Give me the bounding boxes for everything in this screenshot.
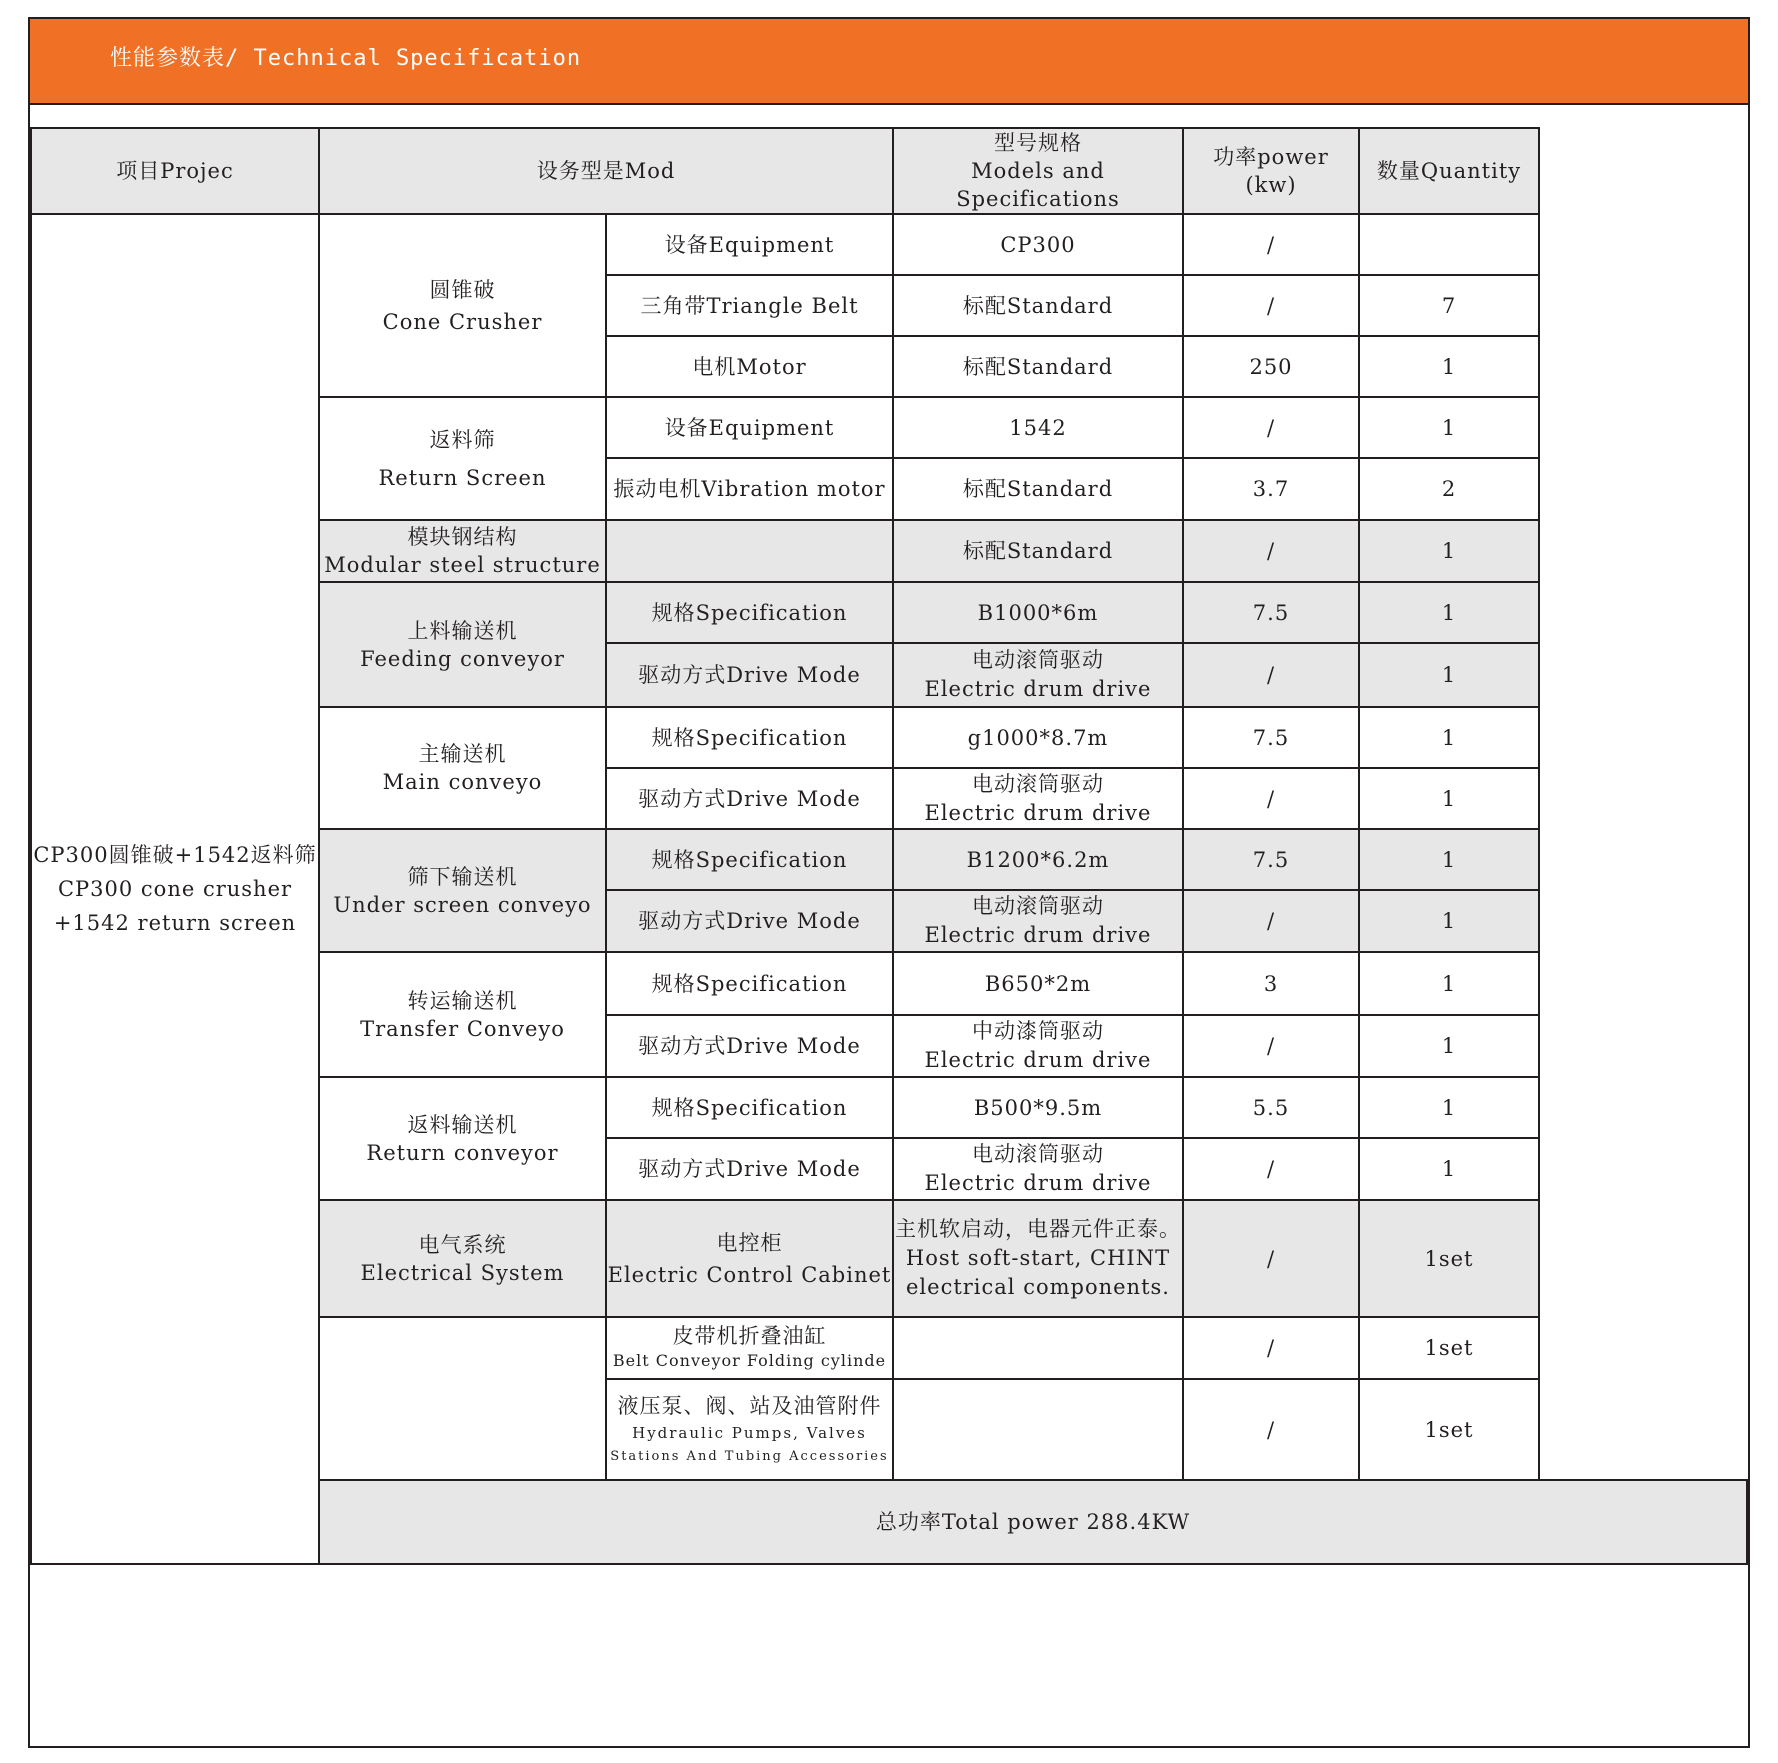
power-cell: 5.5 <box>1183 1077 1359 1138</box>
model-cell <box>893 1379 1183 1480</box>
group-transfer-en: Transfer Conveyo <box>360 1016 565 1041</box>
group-main-cn: 主输送机 <box>418 742 507 766</box>
model-cell: 标配Standard <box>893 520 1183 582</box>
group-return-conveyor-en: Return conveyor <box>366 1140 559 1165</box>
model-cell <box>893 1138 1183 1200</box>
power-cell: 7.5 <box>1183 582 1359 643</box>
qty-cell: 1set <box>1359 1200 1539 1317</box>
spec-table <box>30 127 1748 1565</box>
header-power <box>1183 128 1359 214</box>
group-feeding-en: Feeding conveyor <box>360 646 565 671</box>
item-cell: 驱动方式Drive Mode <box>606 890 893 952</box>
item-en-2: Stations And Tubing Accessories <box>610 1448 889 1464</box>
item-cell <box>606 1317 893 1379</box>
power-cell: / <box>1183 275 1359 336</box>
group-hydraulic-blank <box>319 1317 606 1480</box>
qty-cell: 1 <box>1359 890 1539 952</box>
model-line1: 主机软启动，电器元件正泰。 <box>895 1217 1181 1241</box>
item-cell: 规格Specification <box>606 829 893 890</box>
group-modular-cn: 模块钢结构 <box>407 525 518 549</box>
qty-cell: 1 <box>1359 829 1539 890</box>
group-cone-en: Cone Crusher <box>382 309 543 334</box>
qty-cell: 1 <box>1359 520 1539 582</box>
item-cell: 电机Motor <box>606 336 893 397</box>
qty-cell: 1 <box>1359 336 1539 397</box>
item-cell: 设备Equipment <box>606 397 893 458</box>
header-project: 项目Projec <box>31 128 319 214</box>
model-cell: 标配Standard <box>893 458 1183 520</box>
power-cell: 3 <box>1183 952 1359 1015</box>
model-cell: g1000*8.7m <box>893 707 1183 768</box>
item-cell <box>606 1200 893 1317</box>
group-cone <box>319 214 606 397</box>
group-feeding <box>319 582 606 707</box>
power-cell: 3.7 <box>1183 458 1359 520</box>
header-models-en: Models and Specifications <box>956 159 1120 211</box>
qty-cell <box>1359 214 1539 275</box>
item-cell: 驱动方式Drive Mode <box>606 1015 893 1077</box>
group-modular <box>319 520 606 582</box>
group-transfer <box>319 952 606 1077</box>
power-cell: 7.5 <box>1183 829 1359 890</box>
item-cell: 规格Specification <box>606 952 893 1015</box>
item-cell <box>606 520 893 582</box>
power-cell: / <box>1183 1379 1359 1480</box>
model-en: Electric drum drive <box>924 1048 1152 1072</box>
header-power-unit: (kw) <box>1245 173 1297 197</box>
item-cell: 振动电机Vibration motor <box>606 458 893 520</box>
qty-cell: 1 <box>1359 582 1539 643</box>
power-cell: / <box>1183 520 1359 582</box>
qty-cell: 1 <box>1359 1138 1539 1200</box>
model-cell <box>893 1200 1183 1317</box>
power-cell: / <box>1183 768 1359 829</box>
qty-cell: 1set <box>1359 1379 1539 1480</box>
power-cell: / <box>1183 1317 1359 1379</box>
item-cell: 规格Specification <box>606 1077 893 1138</box>
model-cell <box>893 768 1183 829</box>
banner-title: 性能参数表/ Technical Specification <box>110 46 582 71</box>
power-cell: / <box>1183 1200 1359 1317</box>
power-cell: / <box>1183 1015 1359 1077</box>
group-under-cn: 筛下输送机 <box>407 864 518 889</box>
header-models <box>893 128 1183 214</box>
qty-cell: 1 <box>1359 952 1539 1015</box>
spec-sheet <box>28 17 1750 1748</box>
model-en: Electric drum drive <box>924 677 1152 701</box>
total-power: 总功率Total power 288.4KW <box>319 1480 1747 1564</box>
model-line2: Host soft-start, CHINT <box>905 1246 1171 1270</box>
power-cell: 250 <box>1183 336 1359 397</box>
title-banner <box>30 19 1748 105</box>
item-cn: 电控柜 <box>716 1230 783 1255</box>
group-screen-en: Return Screen <box>378 465 547 490</box>
group-modular-en: Modular steel structure <box>324 553 601 577</box>
item-cell: 三角带Triangle Belt <box>606 275 893 336</box>
model-cn: 中动漆筒驱动 <box>972 1019 1104 1043</box>
power-cell: / <box>1183 214 1359 275</box>
group-return-conveyor-cn: 返料输送机 <box>407 1112 518 1137</box>
item-cell: 设备Equipment <box>606 214 893 275</box>
project-line1: CP300圆锥破+1542返料筛 <box>33 843 317 867</box>
power-cell: 7.5 <box>1183 707 1359 768</box>
item-en: Electric Control Cabinet <box>607 1262 892 1287</box>
item-cell: 规格Specification <box>606 707 893 768</box>
item-cn: 液压泵、阀、站及油管附件 <box>617 1393 882 1418</box>
project-cell <box>31 214 319 1564</box>
model-cell: B500*9.5m <box>893 1077 1183 1138</box>
power-cell: / <box>1183 397 1359 458</box>
model-cell: 标配Standard <box>893 275 1183 336</box>
model-cell <box>893 1015 1183 1077</box>
model-cn: 电动滚筒驱动 <box>972 771 1104 796</box>
group-under-en: Under screen conveyo <box>333 892 592 917</box>
item-cell: 驱动方式Drive Mode <box>606 643 893 707</box>
qty-cell: 1 <box>1359 1077 1539 1138</box>
qty-cell: 1 <box>1359 768 1539 829</box>
group-main-en: Main conveyo <box>382 770 543 794</box>
group-screen <box>319 397 606 520</box>
table-row <box>31 214 1747 275</box>
model-cell: 标配Standard <box>893 336 1183 397</box>
group-transfer-cn: 转运输送机 <box>407 988 518 1013</box>
project-line3: +1542 return screen <box>53 911 297 935</box>
model-cell: 1542 <box>893 397 1183 458</box>
model-cell <box>893 1317 1183 1379</box>
group-return-conveyor <box>319 1077 606 1200</box>
model-cell: B650*2m <box>893 952 1183 1015</box>
group-electrical-en: Electrical System <box>360 1260 565 1285</box>
model-cell: B1000*6m <box>893 582 1183 643</box>
qty-cell: 1 <box>1359 397 1539 458</box>
group-main <box>319 707 606 829</box>
header-equipment-model: 设务型是Mod <box>319 128 893 214</box>
item-cell <box>606 1379 893 1480</box>
model-cell: CP300 <box>893 214 1183 275</box>
model-en: Electric drum drive <box>924 923 1152 947</box>
model-cn: 电动滚筒驱动 <box>972 648 1104 672</box>
group-cone-cn: 圆锥破 <box>429 277 496 302</box>
group-feeding-cn: 上料输送机 <box>407 618 518 643</box>
group-electrical <box>319 1200 606 1317</box>
group-electrical-cn: 电气系统 <box>418 1232 507 1257</box>
model-en: Electric drum drive <box>924 1171 1152 1195</box>
model-cn: 电动滚筒驱动 <box>972 1142 1104 1166</box>
header-models-cn: 型号规格 <box>994 131 1082 155</box>
header-row <box>31 128 1747 214</box>
qty-cell: 1 <box>1359 707 1539 768</box>
power-cell: / <box>1183 890 1359 952</box>
header-power-cn: 功率power <box>1213 145 1329 169</box>
qty-cell: 1 <box>1359 1015 1539 1077</box>
item-cn: 皮带机折叠油缸 <box>672 1324 827 1348</box>
group-under <box>319 829 606 952</box>
qty-cell: 1set <box>1359 1317 1539 1379</box>
project-line2: CP300 cone crusher <box>57 877 293 901</box>
item-cell: 驱动方式Drive Mode <box>606 768 893 829</box>
item-cell: 驱动方式Drive Mode <box>606 1138 893 1200</box>
qty-cell: 2 <box>1359 458 1539 520</box>
model-cn: 电动滚筒驱动 <box>972 894 1104 918</box>
group-screen-cn: 返料筛 <box>429 427 496 452</box>
item-en: Belt Conveyor Folding cylinde <box>612 1351 887 1370</box>
model-cell <box>893 643 1183 707</box>
item-en-1: Hydraulic Pumps, Valves <box>632 1423 867 1442</box>
model-cell: B1200*6.2m <box>893 829 1183 890</box>
power-cell: / <box>1183 643 1359 707</box>
model-line3: electrical components. <box>906 1275 1170 1299</box>
model-cell <box>893 890 1183 952</box>
qty-cell: 7 <box>1359 275 1539 336</box>
power-cell: / <box>1183 1138 1359 1200</box>
header-quantity: 数量Quantity <box>1359 128 1539 214</box>
item-cell: 规格Specification <box>606 582 893 643</box>
qty-cell: 1 <box>1359 643 1539 707</box>
model-en: Electric drum drive <box>924 800 1152 825</box>
